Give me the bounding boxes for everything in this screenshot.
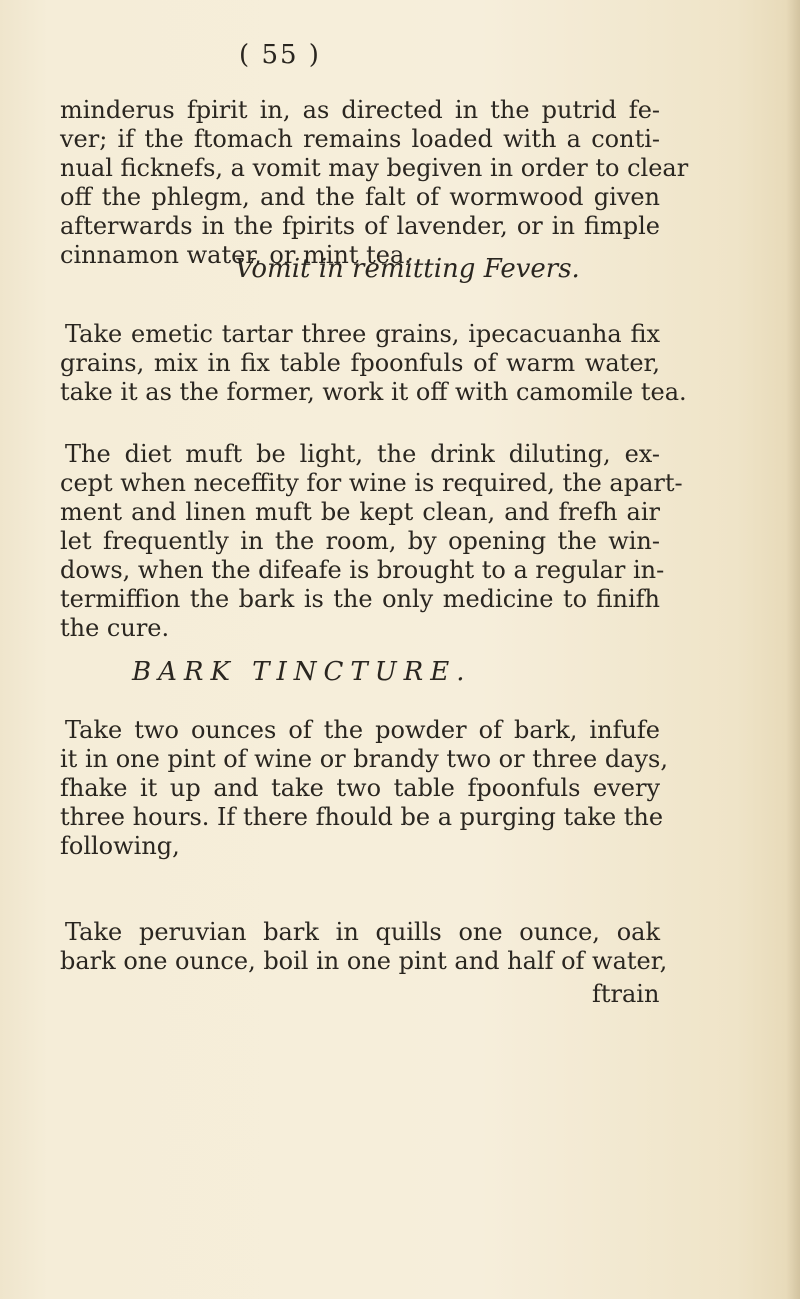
text-line: Take peruvian bark in quills one ounce, oak xyxy=(65,918,660,946)
paragraph-bark-tincture xyxy=(60,716,668,861)
catchword: ftrain xyxy=(592,980,660,1008)
page-edge-shadow xyxy=(786,0,800,1299)
text-line: cinnamon water, or mint tea. xyxy=(60,241,412,269)
text-line: take it as the former, work it off with camomile tea. xyxy=(60,378,687,406)
text-line: dows, when the difeafe is brought to a regular in- xyxy=(60,556,665,584)
page-number: ( 55 ) xyxy=(239,40,321,70)
text-line: ver; if the ftomach remains loaded with a conti- xyxy=(60,125,660,153)
text-line: off the phlegm, and the falt of wormwood given xyxy=(60,183,660,211)
text-line: Take two ounces of the powder of bark, infufe xyxy=(65,716,660,744)
section-heading-vomit: Vomit in remitting Fevers. xyxy=(235,254,580,284)
text-line: Take emetic tartar three grains, ipecacuanha fix xyxy=(65,320,660,348)
paragraph-peruvian-bark xyxy=(60,918,668,976)
text-line: ment and linen muft be kept clean, and frefh air xyxy=(60,498,660,526)
paragraph-diet xyxy=(60,440,683,643)
text-line: it in one pint of wine or brandy two or three days, xyxy=(60,745,668,773)
text-line: afterwards in the fpirits of lavender, or in fimple xyxy=(60,212,660,240)
text-line: minderus fpirit in, as directed in the putrid fe- xyxy=(60,96,660,124)
section-heading-bark-tincture: BARK TINCTURE. xyxy=(132,657,472,687)
text-line: three hours. If there fhould be a purging take the xyxy=(60,803,664,831)
text-line: fhake it up and take two table fpoonfuls every xyxy=(60,774,660,802)
text-line: cept when neceffity for wine is required, the apart- xyxy=(60,469,683,497)
text-line: the cure. xyxy=(60,614,170,642)
text-line: termiffion the bark is the only medicine to finifh xyxy=(60,585,660,613)
text-line: let frequently in the room, by opening the win- xyxy=(60,527,660,555)
paragraph-vomit-recipe xyxy=(60,320,687,407)
paragraph-intro xyxy=(60,96,689,270)
text-line: The diet muft be light, the drink diluting, ex- xyxy=(65,440,660,468)
text-line: bark one ounce, boil in one pint and half of water, xyxy=(60,947,668,975)
text-line: nual ficknefs, a vomit may begiven in order to clear xyxy=(60,154,689,182)
text-line: grains, mix in fix table fpoonfuls of warm water, xyxy=(60,349,660,377)
text-line: following, xyxy=(60,832,180,860)
